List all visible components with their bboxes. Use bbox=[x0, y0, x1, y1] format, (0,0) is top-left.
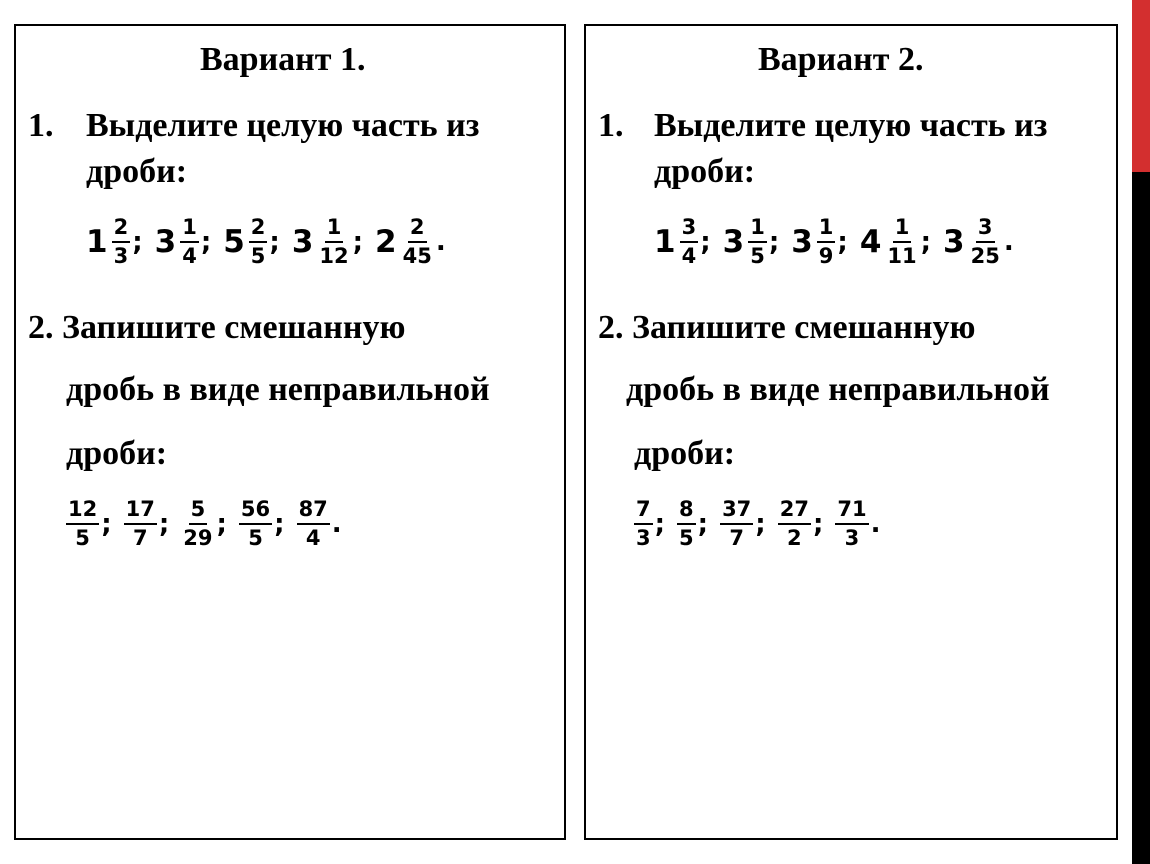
denominator: 7 bbox=[132, 526, 148, 550]
numerator: 87 bbox=[297, 498, 330, 525]
numerator: 12 bbox=[66, 498, 99, 525]
fraction bbox=[180, 216, 199, 268]
mixed-number bbox=[860, 216, 931, 268]
variant-1-mixed-numbers bbox=[86, 216, 458, 268]
whole-part: 5 bbox=[223, 224, 245, 260]
denominator: 3 bbox=[636, 526, 651, 550]
denominator: 4 bbox=[305, 526, 321, 550]
fraction bbox=[680, 216, 699, 268]
separator: ; bbox=[755, 509, 766, 539]
improper-fraction bbox=[239, 498, 285, 550]
denominator: 45 bbox=[402, 244, 432, 268]
variant-2-card bbox=[584, 24, 1118, 840]
fraction bbox=[778, 498, 811, 550]
numerator: 56 bbox=[239, 498, 272, 525]
variant-1-improper-fractions bbox=[66, 498, 354, 550]
denominator: 4 bbox=[182, 244, 197, 268]
denominator: 12 bbox=[319, 244, 349, 268]
denominator: 5 bbox=[248, 526, 263, 550]
improper-fraction bbox=[835, 498, 880, 550]
improper-fraction bbox=[66, 498, 112, 550]
separator: ; bbox=[700, 227, 711, 257]
variant-2-task2-line1: 2. Запишите смешанную bbox=[598, 309, 976, 346]
fraction bbox=[66, 498, 99, 550]
denominator: 7 bbox=[729, 526, 744, 550]
improper-fraction bbox=[634, 498, 665, 550]
improper-fraction bbox=[677, 498, 708, 550]
variant-1-task2-line3: дроби: bbox=[66, 435, 168, 472]
fraction bbox=[401, 216, 434, 268]
numerator: 27 bbox=[778, 498, 811, 525]
numerator: 2 bbox=[249, 216, 268, 243]
mixed-number bbox=[292, 216, 363, 268]
fraction bbox=[239, 498, 272, 550]
separator: ; bbox=[269, 227, 280, 257]
whole-part: 3 bbox=[943, 224, 965, 260]
whole-part: 4 bbox=[859, 224, 882, 260]
mixed-number bbox=[791, 216, 848, 268]
variant-2-task1-number: 1. bbox=[598, 107, 624, 144]
separator: ; bbox=[920, 227, 932, 257]
separator: ; bbox=[812, 509, 824, 539]
numerator: 1 bbox=[180, 216, 199, 243]
separator: ; bbox=[837, 227, 848, 257]
whole-part: 1 bbox=[86, 224, 108, 260]
mixed-number bbox=[86, 216, 143, 268]
separator: ; bbox=[101, 509, 112, 539]
variant-1-task1-line1: Выделите целую часть из bbox=[86, 107, 480, 144]
fraction bbox=[720, 498, 753, 550]
fraction bbox=[317, 216, 350, 268]
improper-fraction bbox=[778, 498, 824, 550]
fraction bbox=[297, 498, 330, 550]
fraction bbox=[969, 216, 1002, 268]
improper-fraction bbox=[297, 498, 342, 550]
denominator: 29 bbox=[183, 526, 213, 550]
variant-1-task1-line2: дроби: bbox=[86, 153, 188, 190]
numerator: 7 bbox=[634, 498, 653, 525]
whole-part: 1 bbox=[654, 224, 676, 260]
separator: ; bbox=[158, 509, 170, 539]
separator: . bbox=[331, 509, 342, 539]
variant-2-task1-line1: Выделите целую часть из bbox=[654, 107, 1048, 144]
whole-part: 3 bbox=[291, 224, 314, 260]
variant-2-title: Вариант 2. bbox=[758, 41, 924, 78]
denominator: 2 bbox=[787, 526, 802, 550]
numerator: 1 bbox=[893, 216, 912, 243]
mixed-number bbox=[155, 216, 212, 268]
numerator: 37 bbox=[720, 498, 753, 525]
fraction bbox=[748, 216, 767, 268]
separator: ; bbox=[216, 509, 227, 539]
mixed-number bbox=[943, 216, 1014, 268]
denominator: 3 bbox=[113, 244, 129, 268]
mixed-number bbox=[223, 216, 280, 268]
numerator: 2 bbox=[408, 216, 427, 243]
fraction bbox=[817, 216, 836, 268]
denominator: 5 bbox=[750, 244, 765, 268]
mixed-number bbox=[375, 216, 446, 268]
separator: . bbox=[1003, 227, 1014, 257]
numerator: 1 bbox=[325, 216, 344, 243]
separator: ; bbox=[352, 227, 364, 257]
denominator: 3 bbox=[844, 526, 860, 550]
fraction bbox=[249, 216, 268, 268]
numerator: 1 bbox=[817, 216, 836, 243]
fraction bbox=[181, 498, 214, 550]
fraction bbox=[124, 498, 157, 550]
whole-part: 2 bbox=[375, 224, 397, 260]
separator: ; bbox=[697, 509, 709, 539]
variant-1-card bbox=[14, 24, 566, 840]
mixed-number bbox=[723, 216, 780, 268]
variant-2-task1-line2: дроби: bbox=[654, 153, 756, 190]
separator: ; bbox=[274, 509, 285, 539]
variant-2-task2-line3: дроби: bbox=[634, 435, 736, 472]
variant-1-title: Вариант 1. bbox=[200, 41, 366, 78]
whole-part: 3 bbox=[722, 224, 745, 260]
accent-bar-black bbox=[1132, 172, 1150, 864]
numerator: 17 bbox=[124, 498, 157, 525]
whole-part: 3 bbox=[791, 224, 813, 260]
separator: . bbox=[870, 509, 881, 539]
improper-fraction bbox=[124, 498, 170, 550]
whole-part: 3 bbox=[154, 224, 177, 260]
denominator: 11 bbox=[887, 244, 917, 268]
denominator: 5 bbox=[250, 244, 266, 268]
fraction bbox=[634, 498, 653, 550]
numerator: 8 bbox=[677, 498, 696, 525]
variant-1-task2-line1: 2. Запишите смешанную bbox=[28, 309, 406, 346]
variant-1-task1-number: 1. bbox=[28, 107, 54, 144]
variant-2-mixed-numbers bbox=[654, 216, 1026, 268]
denominator: 9 bbox=[818, 244, 834, 268]
separator: . bbox=[435, 227, 446, 257]
numerator: 2 bbox=[112, 216, 131, 243]
fraction bbox=[835, 498, 868, 550]
variant-2-improper-fractions bbox=[634, 498, 892, 550]
improper-fraction bbox=[181, 498, 227, 550]
denominator: 5 bbox=[679, 526, 694, 550]
separator: ; bbox=[200, 227, 212, 257]
mixed-number bbox=[654, 216, 711, 268]
fraction bbox=[112, 216, 131, 268]
numerator: 5 bbox=[189, 498, 208, 525]
numerator: 3 bbox=[680, 216, 699, 243]
denominator: 25 bbox=[970, 244, 1000, 268]
numerator: 71 bbox=[835, 498, 868, 525]
variant-2-task2-line2: дробь в виде неправильной bbox=[626, 371, 1050, 408]
fraction bbox=[885, 216, 918, 268]
separator: ; bbox=[132, 227, 143, 257]
denominator: 5 bbox=[75, 526, 90, 550]
separator: ; bbox=[654, 509, 666, 539]
numerator: 1 bbox=[748, 216, 767, 243]
variant-1-task2-line2: дробь в виде неправильной bbox=[66, 371, 490, 408]
improper-fraction bbox=[720, 498, 766, 550]
separator: ; bbox=[768, 227, 780, 257]
numerator: 3 bbox=[976, 216, 995, 243]
fraction bbox=[677, 498, 696, 550]
denominator: 4 bbox=[681, 244, 697, 268]
accent-bar-red bbox=[1132, 0, 1150, 172]
